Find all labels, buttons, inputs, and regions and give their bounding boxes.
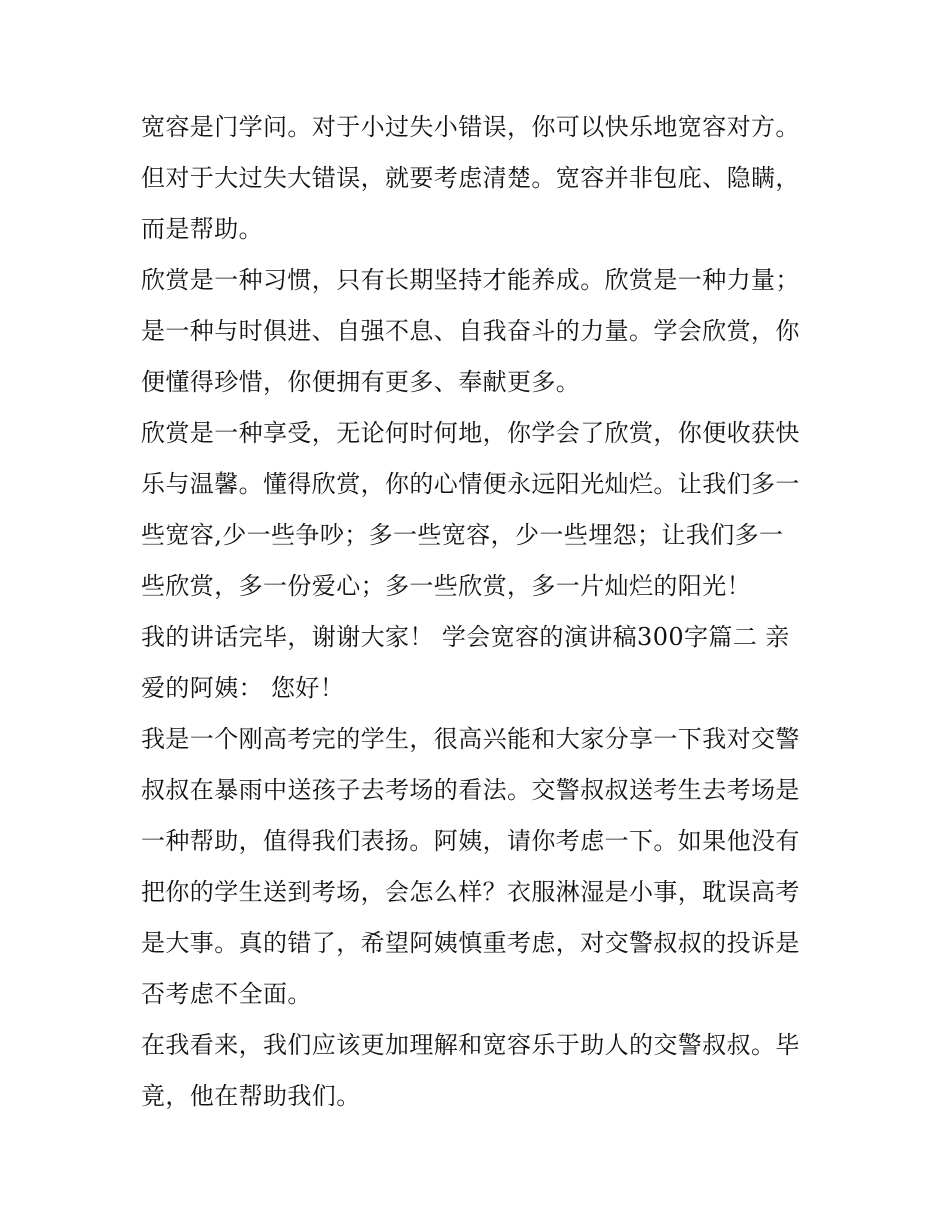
text-line: 竟，他在帮助我们。: [141, 1082, 361, 1110]
document-body: [141, 102, 816, 1122]
text-line: 是大事。真的错了，希望阿姨慎重考虑，对交警叔叔的投诉是: [141, 929, 800, 957]
text-line: 而是帮助。: [141, 215, 263, 243]
text-line: 我的讲话完毕，谢谢大家！ 学会宽容的演讲稿300字篇二 亲: [141, 623, 790, 651]
text-line: 欣赏是一种享受，无论何时何地，你学会了欣赏，你便收获快: [141, 419, 800, 447]
text-line: 乐与温馨。懂得欣赏，你的心情便永远阳光灿烂。让我们多一: [141, 470, 800, 498]
text-line: 欣赏是一种习惯，只有长期坚持才能养成。欣赏是一种力量；: [141, 266, 800, 294]
text-line: 是一种与时俱进、自强不息、自我奋斗的力量。学会欣赏，你: [141, 317, 800, 345]
text-line: 宽容是门学问。对于小过失小错误，你可以快乐地宽容对方。: [141, 113, 800, 141]
text-line: 在我看来，我们应该更加理解和宽容乐于助人的交警叔叔。毕: [141, 1031, 800, 1059]
text-line: 但对于大过失大错误，就要考虑清楚。宽容并非包庇、隐瞒，: [141, 164, 800, 192]
text-line: 些宽容,少一些争吵；多一些宽容，少一些埋怨；让我们多一: [141, 521, 784, 549]
text-line: 便懂得珍惜，你便拥有更多、奉献更多。: [141, 368, 581, 396]
text-line: 爱的阿姨： 您好！: [141, 674, 345, 702]
text-line: 我是一个刚高考完的学生，很高兴能和大家分享一下我对交警: [141, 725, 800, 753]
text-line: 把你的学生送到考场，会怎么样？衣服淋湿是小事，耽误高考: [141, 878, 800, 906]
text-line: 一种帮助，值得我们表扬。阿姨，请你考虑一下。如果他没有: [141, 827, 800, 855]
text-line: 些欣赏，多一份爱心；多一些欣赏，多一片灿烂的阳光！: [141, 572, 751, 600]
text-line: 否考虑不全面。: [141, 980, 312, 1008]
text-line: 叔叔在暴雨中送孩子去考场的看法。交警叔叔送考生去考场是: [141, 776, 800, 804]
